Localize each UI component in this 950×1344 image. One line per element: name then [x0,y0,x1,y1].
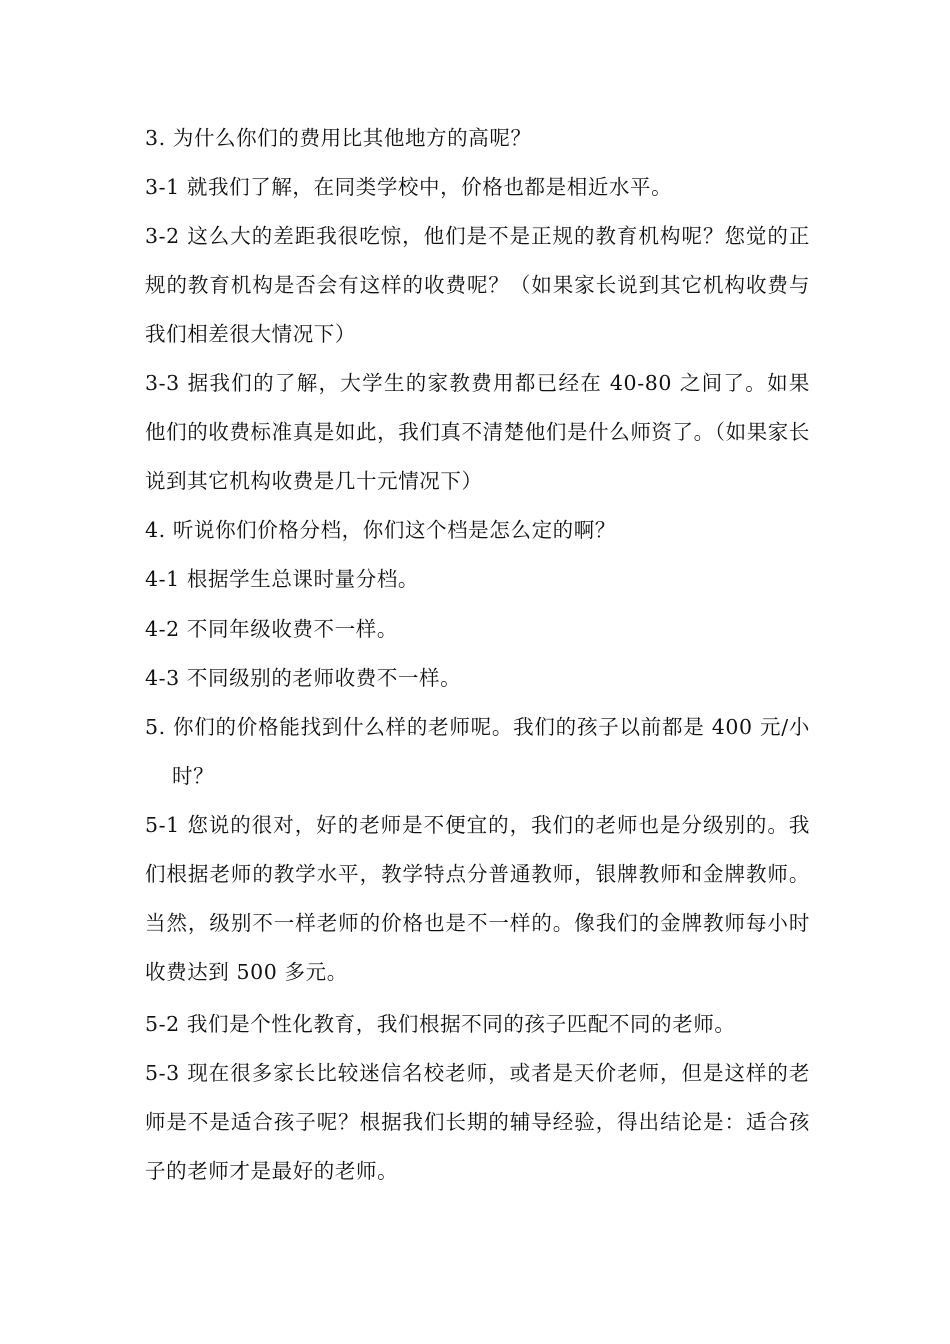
question-3: 3. 为什么你们的费用比其他地方的高呢？ [145,126,532,150]
question-5: 5. 你们的价格能找到什么样的老师呢。我们的孩子以前都是 400 元/小时？ [145,715,810,788]
answer-5-1: 5-1 您说的很对，好的老师是不便宜的，我们的老师也是分级别的。我们根据老师的教学水平，教学特点分普通教师，银牌教师和金牌教师。当然，级别不一样老师的价格也是不一样的。像我们的金牌教师每小时收费达到 500 多元。 [145,813,810,984]
answer-5-3: 5-3 现在很多家长比较迷信名校老师，或者是天价老师，但是这样的老师是不是适合孩子呢？根据我们长期的辅导经验，得出结论是：适合孩子的老师才是最好的老师。 [145,1061,810,1183]
answer-3-2: 3-2 这么大的差距我很吃惊，他们是不是正规的教育机构呢？您觉的正规的教育机构是否会有这样的收费呢？（如果家长说到其它机构收费与我们相差很大情况下） [145,224,810,346]
answer-3-1: 3-1 就我们了解，在同类学校中，价格也都是相近水平。 [145,175,673,199]
answer-5-2: 5-2 我们是个性化教育，我们根据不同的孩子匹配不同的老师。 [145,1012,736,1036]
answer-4-1: 4-1 根据学生总课时量分档。 [145,567,420,591]
answer-4-3: 4-3 不同级别的老师收费不一样。 [145,666,462,690]
answer-4-2: 4-2 不同年级收费不一样。 [145,617,398,641]
answer-3-3: 3-3 据我们的了解，大学生的家教费用都已经在 40-80 之间了。如果他们的收费标准真是如此，我们真不清楚他们是什么师资了。（如果家长说到其它机构收费是几十元情况下） [145,371,810,493]
question-4: 4. 听说你们价格分档，你们这个档是怎么定的啊？ [145,518,616,542]
